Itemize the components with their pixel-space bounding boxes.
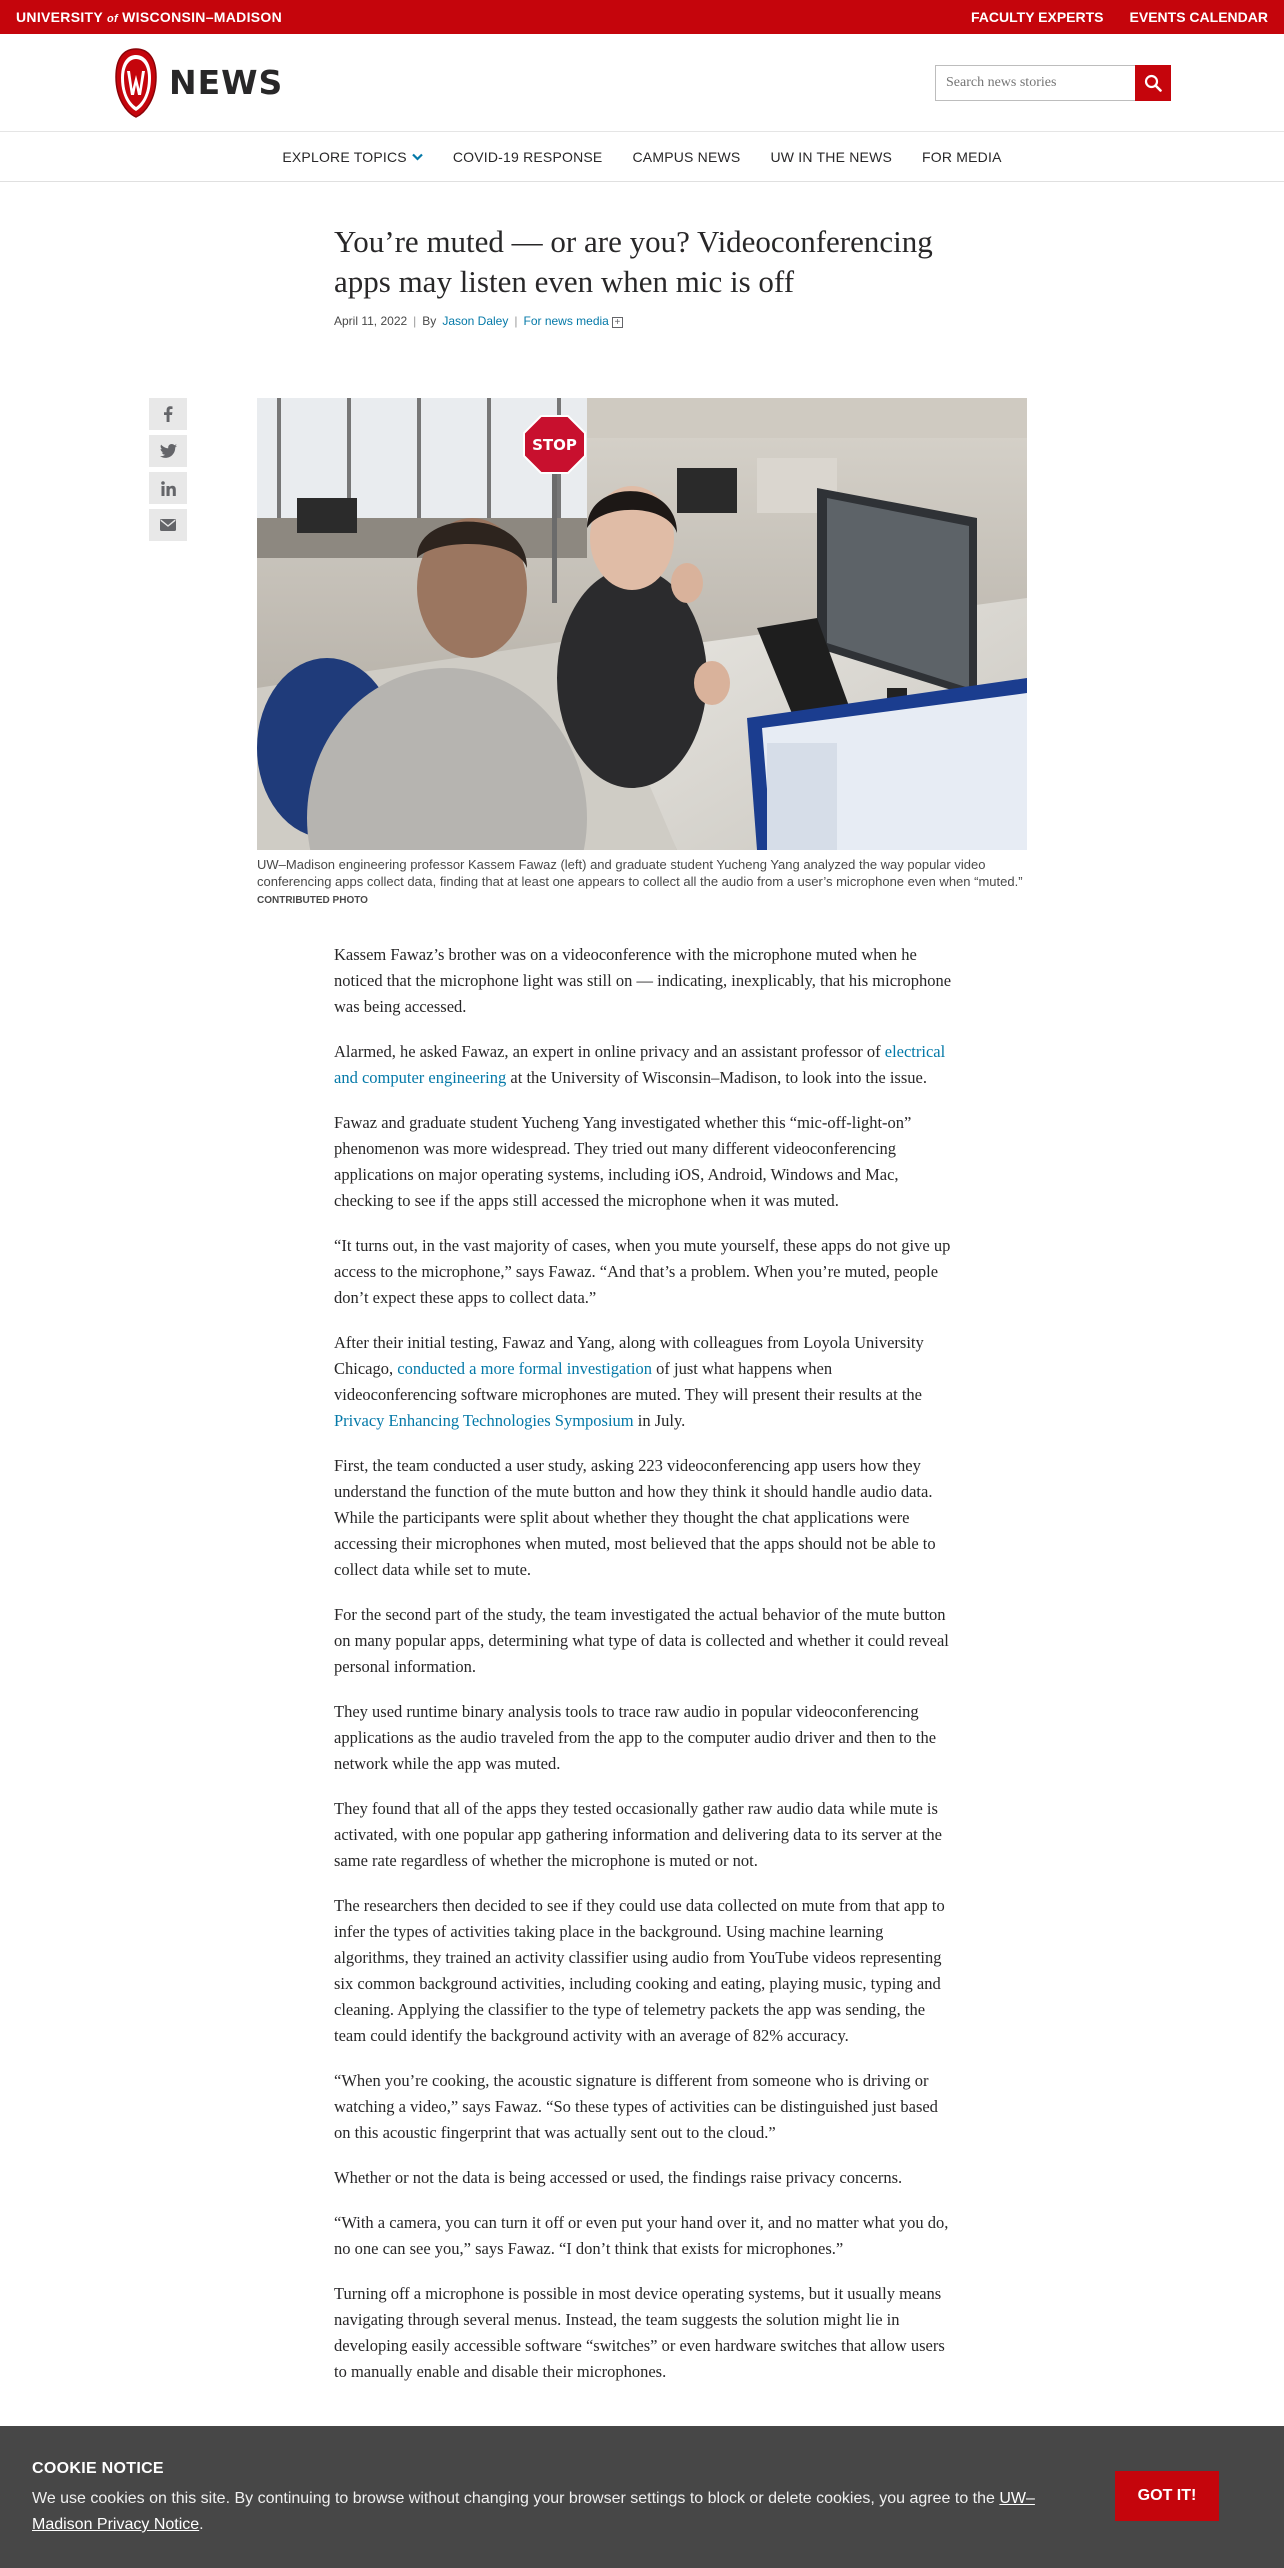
paragraph-6: First, the team conducted a user study, asking 223 videoconferencing app users how they understand the function of the mute button and how they think it should handle audio data. While the participants were split about whether they thought the chat applications were accessing their microphones when muted, most believed that the apps should not be able to collect data while set to mute. — [334, 1456, 936, 1579]
nav-covid-19-response[interactable]: COVID-19 RESPONSE — [452, 148, 603, 165]
cookie-message-period: . — [199, 2516, 204, 2533]
university-topbar — [0, 0, 1284, 34]
search-button[interactable] — [1135, 65, 1171, 101]
ece-link[interactable]: electrical and computer engineering — [334, 1042, 946, 1087]
chevron-down-icon — [412, 153, 423, 161]
cookie-notice-title: COOKIE NOTICE — [32, 2460, 164, 2477]
article-photo — [257, 398, 1027, 850]
news-home-link[interactable] — [113, 47, 283, 119]
site-header — [0, 34, 1284, 132]
got-it-button[interactable]: GOT IT! — [1115, 2471, 1219, 2521]
paragraph-9: They found that all of the apps they tested occasionally gather raw audio data while mute is activated, with one popular app gathering information and delivering data to its server at the same rate regardless of whether the microphone is muted or not. — [334, 1799, 943, 1870]
nav-explore-topics-label: EXPLORE TOPICS — [282, 148, 407, 165]
university-name-of: of — [106, 13, 118, 25]
article-body — [334, 942, 954, 2404]
share-facebook-button[interactable] — [149, 398, 187, 430]
article-byline — [334, 314, 954, 328]
nav-campus-news[interactable]: CAMPUS NEWS — [632, 148, 741, 165]
paragraph-5-text-end: in July. — [633, 1411, 686, 1430]
paragraph-2-text: Alarmed, he asked Fawaz, an expert in online privacy and an assistant professor of — [334, 1042, 885, 1061]
share-buttons — [149, 398, 187, 541]
university-name-pre: UNIVERSITY — [16, 9, 107, 25]
main-navigation — [0, 132, 1284, 182]
email-icon — [160, 519, 176, 531]
paragraph-2 — [334, 1039, 954, 1091]
article-title: You’re muted — or are you? Videoconferencing apps may listen even when mic is off — [334, 224, 933, 299]
paragraph-4: “It turns out, in the vast majority of cases, when you mute yourself, these apps do not give up access to the microphone,” says Fawaz. “And that’s a problem. When you’re muted, people don’t expect these apps to collect data.” — [334, 1236, 951, 1307]
photo-caption — [257, 856, 1027, 909]
nav-for-media[interactable]: FOR MEDIA — [922, 148, 1002, 165]
paragraph-7: For the second part of the study, the team investigated the actual behavior of the mute button on many popular apps, determining what type of data is collected and whether it could reveal personal information. — [334, 1605, 949, 1676]
university-link[interactable] — [16, 9, 282, 25]
article-figure — [257, 398, 1027, 909]
uw-crest-icon — [113, 47, 159, 119]
share-email-button[interactable] — [149, 509, 187, 541]
paragraph-5 — [334, 1330, 954, 1434]
paragraph-8: They used runtime binary analysis tools to trace raw audio in popular videoconferencing applications as the audio traveled from the app to the computer audio driver and then to the network while the app was muted. — [334, 1702, 937, 1773]
share-twitter-button[interactable] — [149, 435, 187, 467]
byline-divider: | — [413, 314, 417, 328]
svg-text:STOP: STOP — [532, 436, 577, 454]
nav-uw-in-the-news[interactable]: UW IN THE NEWS — [770, 148, 893, 165]
cookie-notice-message — [32, 2486, 1072, 2538]
paragraph-5-text-mid: of just what happens when videoconferencing software microphones are muted. They will present their results at the — [334, 1359, 922, 1404]
caption-text: UW–Madison engineering professor Kassem Fawaz (left) and graduate student Yucheng Yang analyzed the way popular video conferencing apps collect data, finding that at least one appears to collect all the audio from a user’s microphone even when “muted.” — [257, 857, 1023, 889]
cookie-message-text: We use cookies on this site. By continuing to browse without changing your browser settings to block or delete cookies, you agree to the — [32, 2490, 1000, 2507]
paragraph-3: Fawaz and graduate student Yucheng Yang investigated whether this “mic-off-light-on” phenomenon was more widespread. They tried out many different videoconferencing applications on major operating systems, including iOS, Android, Windows and Mac, checking to see if the apps still accessed the microphone when it was muted. — [334, 1113, 912, 1210]
author-link[interactable]: Jason Daley — [442, 314, 509, 328]
linkedin-icon — [161, 481, 176, 496]
faculty-experts-link[interactable]: FACULTY EXPERTS — [971, 9, 1104, 25]
paragraph-13: “With a camera, you can turn it off or even put your hand over it, and no matter what you do, no one can see you,” says Fawaz. “I don’t think that exists for microphones.” — [334, 2213, 949, 2258]
paragraph-14: Turning off a microphone is possible in most device operating systems, but it usually means navigating through several menus. Instead, the team suggests the solution might lie in developing easily accessible software “switches” or even hardware switches that allow users to manually enable and disable their microphones. — [334, 2284, 945, 2381]
cookie-notice — [0, 2426, 1284, 2568]
article-date: April 11, 2022 — [334, 314, 408, 328]
paragraph-10: The researchers then decided to see if they could use data collected on mute from that app to infer the types of activities taking place in the background. Using machine learning algorithms, they trained an activity classifier using audio from YouTube videos representing six common background activities, including cooking and eating, playing music, typing and cleaning. Applying the classifier to the type of telemetry packets the app was sending, the team could identify the background activity with an average of 82% accuracy. — [334, 1896, 945, 2045]
paragraph-5-text: After their initial testing, Fawaz and Yang, along with colleagues from Loyola University Chicago, — [334, 1333, 924, 1378]
facebook-icon — [163, 406, 173, 422]
byline-by: By — [422, 314, 437, 328]
for-news-media-link[interactable] — [523, 314, 622, 328]
article-header — [334, 222, 954, 328]
search-icon — [1144, 74, 1162, 92]
share-linkedin-button[interactable] — [149, 472, 187, 504]
paragraph-1: Kassem Fawaz’s brother was on a videoconference with the microphone muted when he noticed that the microphone light was still on — indicating, inexplicably, that his microphone was being accessed. — [334, 945, 952, 1016]
paragraph-11: “When you’re cooking, the acoustic signature is different from someone who is driving or watching a video,” says Fawaz. “So these types of activities can be distinguished just based on this acoustic fingerprint that was actually sent out to the cloud.” — [334, 2071, 938, 2142]
byline-divider: | — [514, 314, 518, 328]
formal-investigation-link[interactable]: conducted a more formal investigation — [397, 1359, 653, 1378]
news-wordmark: NEWS — [169, 63, 284, 102]
events-calendar-link[interactable]: EVENTS CALENDAR — [1129, 9, 1268, 25]
nav-explore-topics[interactable] — [267, 149, 437, 165]
for-news-media-label: For news media — [523, 314, 609, 328]
photo-credit: CONTRIBUTED PHOTO — [257, 895, 368, 906]
university-name-post: WISCONSIN–MADISON — [117, 9, 283, 25]
paragraph-12: Whether or not the data is being accessed or used, the findings raise privacy concerns. — [334, 2168, 903, 2187]
lab-photo-illustration — [257, 398, 1027, 850]
paragraph-2-text-end: at the University of Wisconsin–Madison, to look into the issue. — [506, 1068, 927, 1087]
search-input[interactable] — [935, 65, 1135, 101]
pets-symposium-link[interactable]: Privacy Enhancing Technologies Symposium — [334, 1411, 634, 1430]
search-form — [935, 65, 1171, 101]
topbar-links — [971, 9, 1268, 25]
expand-plus-icon: + — [612, 317, 623, 328]
twitter-icon — [160, 444, 177, 458]
privacy-notice-link[interactable]: UW–Madison Privacy Notice — [32, 2490, 1035, 2533]
